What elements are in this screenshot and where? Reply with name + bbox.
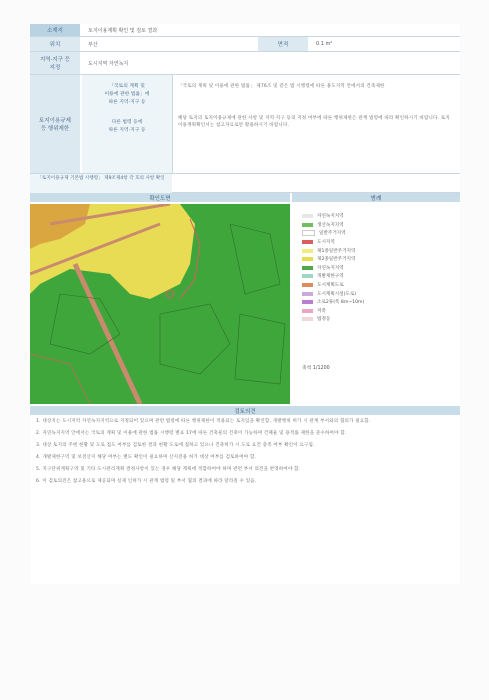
legend-label: 자연녹지지역 — [317, 214, 344, 220]
left-notes — [82, 75, 173, 173]
legend-label: 도시계획도로 — [317, 283, 344, 289]
legend-swatch — [302, 283, 313, 287]
map-svg — [30, 204, 290, 404]
legend-swatch — [302, 249, 313, 253]
zone-label: 지역·지구 등 지정 — [30, 52, 80, 74]
legend-swatch — [302, 309, 313, 313]
left-note-6: 따른 지역·지구 등 — [108, 128, 146, 133]
review-header — [30, 406, 460, 415]
left-note-spacer — [82, 107, 172, 119]
legend-item — [302, 229, 452, 238]
legend-label: 개발제한구역 — [317, 274, 344, 280]
map-header — [30, 193, 290, 202]
legend-swatch — [302, 230, 315, 236]
area-label: 면적 — [277, 42, 289, 48]
area-label-cell — [258, 37, 308, 51]
doc-title: 토지이용계획 확인 및 검토 결과 — [88, 28, 158, 34]
left-notes-text — [82, 75, 172, 135]
title-row — [30, 24, 460, 37]
review-paragraph-5: 5. 지구단위계획구역 및 기타 도시관리계획 결정사항이 있는 경우 해당 계획에 적합하여야 하며 관련 부서 의견을 반영하여야 함. — [36, 467, 301, 472]
regulation-text-2: 해당 토지의 토지이용규제에 관한 사항 및 지역·지구 등의 지정 여부에 따른 행위제한은 관계 법령에 따라 확인하시기 바랍니다. 토지이용계획확인서는 참고자료로만 활용하시기 바랍니다. — [178, 116, 450, 128]
legend-label: 제1종일반주거지역 — [317, 248, 356, 254]
legend-swatch — [302, 257, 313, 261]
zone-row — [30, 52, 460, 75]
legend-label: 법정동 — [317, 317, 331, 323]
legend-swatch — [302, 223, 313, 227]
legend-swatch — [302, 317, 313, 321]
legend-item — [302, 238, 452, 247]
legend-item — [302, 221, 452, 230]
location-label: 위치 — [49, 42, 61, 48]
location-label-cell — [30, 37, 80, 51]
legend-header — [292, 193, 460, 202]
bottom-note-row — [30, 174, 460, 193]
left-note-1: 「국토의 계획 및 — [109, 84, 145, 89]
legend-label: 일반주거지역 — [319, 231, 346, 237]
legend-item — [302, 264, 452, 273]
regulation-text-1: 「국토의 계획 및 이용에 관한 법률」 제76조 및 같은 법 시행령에 따른 용도지역 안에서의 건축제한 — [178, 84, 385, 89]
legend-item — [302, 281, 452, 290]
review-header-label: 검토의견 — [234, 408, 256, 415]
use-label: 토지이용규제 등 행위제한 — [30, 75, 80, 173]
scale-label: 축척 1/1200 — [302, 366, 330, 371]
legend-header-label: 범례 — [370, 195, 382, 202]
left-note-2: 이용에 관한 법률」에 — [104, 92, 150, 97]
zone-value: 도시지역 자연녹지 — [88, 61, 129, 67]
legend-item — [302, 289, 452, 298]
review-paragraph-4: 4. 개발제한구역 및 보전산지 해당 여부는 별도 확인이 필요하며 산지전용 허가 대상 여부를 검토하여야 함. — [36, 455, 257, 460]
legend-label: 자연녹지지역 — [317, 265, 344, 271]
review-body — [36, 418, 454, 490]
legend-label: 도시계획시설(도로) — [317, 291, 357, 297]
legend-label: 생산녹지지역 — [317, 222, 344, 228]
map-header-label: 확인도면 — [149, 195, 171, 202]
legend-swatch — [302, 274, 313, 278]
legend-swatch — [302, 292, 313, 296]
title-label-cell — [30, 24, 80, 36]
legend-label: 제2종일반주거지역 — [317, 257, 356, 263]
review-paragraph-1: 1. 대상지는 도시지역 자연녹지지역으로 지정되어 있으며 관련 법령에 따른 행위제한이 적용되는 토지임을 확인함. 개발행위 허가 시 관계 부서와의 협의가 필요함. — [36, 419, 371, 424]
area-value: 0.1 m² — [316, 41, 333, 47]
legend-swatch — [302, 266, 313, 270]
legend-swatch — [302, 300, 313, 304]
use-regulation-row — [30, 75, 460, 174]
review-paragraph-2: 2. 자연녹지지역 안에서는 국토의 계획 및 이용에 관한 법률 시행령 별표 17에 따른 건축물의 건축이 가능하며 건폐율 및 용적률 제한을 준수하여야 함. — [36, 431, 347, 436]
legend-item — [302, 315, 452, 324]
review-paragraph-6: 6. 이 검토의견은 참고용으로 제공되며 실제 인허가 시 관계 법령 및 부서 협의 결과에 따라 달라질 수 있음. — [36, 479, 257, 484]
title-label: 소재지 — [47, 28, 63, 34]
land-use-map — [30, 204, 290, 404]
document-sheet — [30, 24, 460, 584]
legend-item — [302, 298, 452, 307]
left-note-3: 따른 지역·지구 등 — [108, 100, 146, 105]
legend-item — [302, 246, 452, 255]
legend-item — [302, 272, 452, 281]
legend-item — [302, 212, 452, 221]
location-row — [30, 37, 460, 52]
bottom-note: 「토지이용규제 기본법 시행령」 제9조제4항 각 호의 사항 확인 — [30, 174, 172, 193]
location-value: 부산 — [88, 42, 98, 48]
legend-swatch — [302, 240, 313, 244]
legend-list — [302, 212, 452, 324]
legend-swatch — [302, 214, 313, 218]
left-note-5: 다른 법령 등에 — [111, 120, 143, 125]
legend-label: 저촉 — [317, 308, 326, 314]
legend-label: 도시지역 — [317, 240, 335, 246]
legend-label: 소로2류(폭 8m~10m) — [317, 300, 365, 306]
review-paragraph-3: 3. 대상 토지의 주변 현황 및 도로 접도 여부를 검토한 결과 현황 도로에 접하고 있으나 건축허가 시 도로 요건 충족 여부 확인이 요구됨. — [36, 443, 315, 448]
legend-item — [302, 255, 452, 264]
legend-item — [302, 307, 452, 316]
